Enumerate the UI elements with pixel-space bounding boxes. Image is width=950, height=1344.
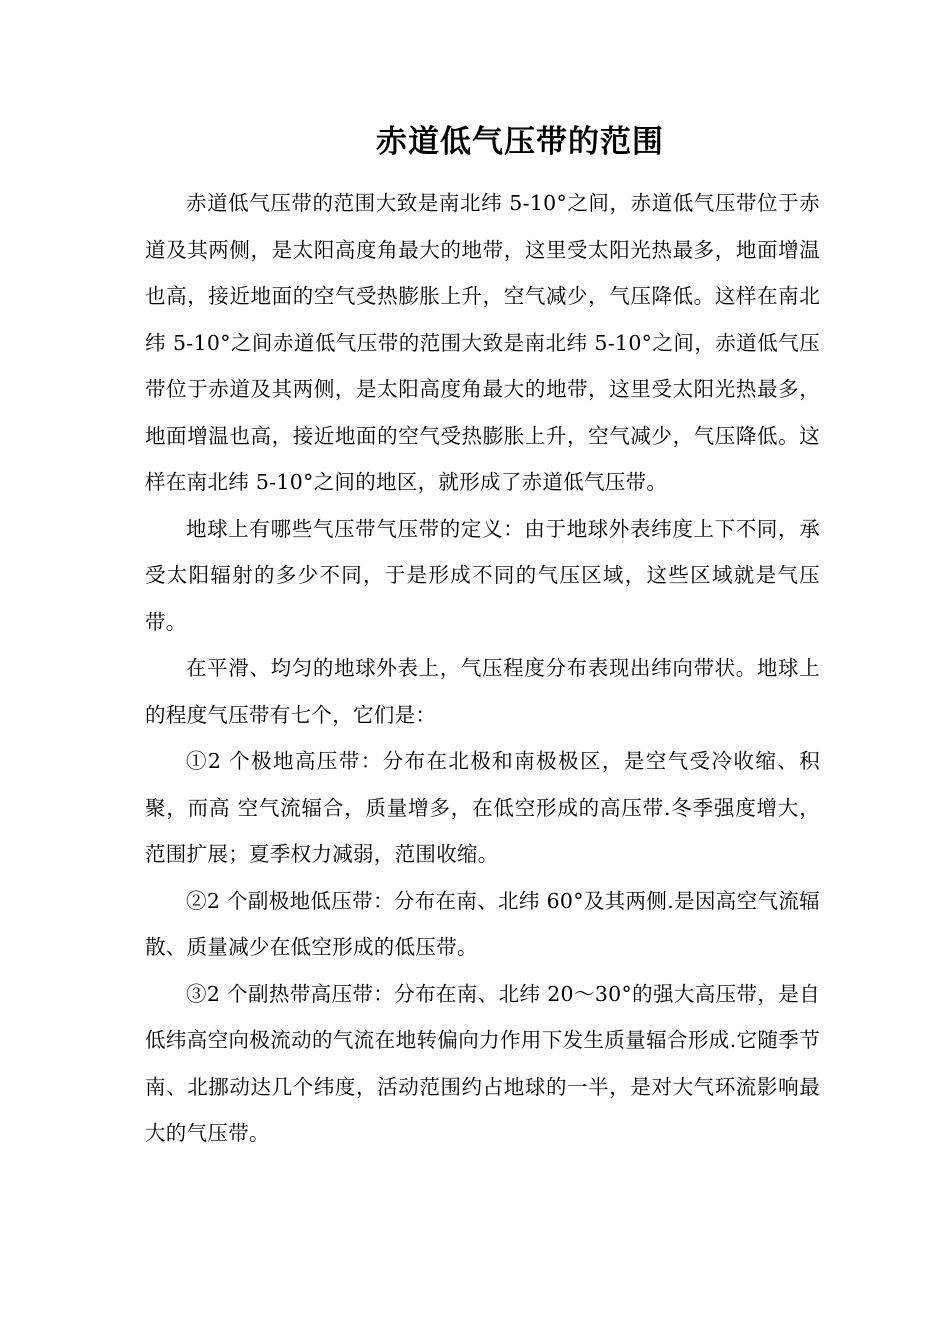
paragraph-subpolar-low: ②2 个副极地低压带：分布在南、北纬 60°及其两侧.是因高空气流辐散、质量减少在低空形成的低压带。 [145,888,820,959]
paragraph-pressure-belt-definition: 地球上有哪些气压带气压带的定义：由于地球外表纬度上下不同，承受太阳辐射的多少不同，于是形成不同的气压区域，这些区域就是气压带。 [145,516,820,634]
document-title: 赤道低气压带的范围 [376,124,664,160]
paragraph-subtropical-high: ③2 个副热带高压带：分布在南、北纬 20～30°的强大高压带，是自低纬高空向极流动的气流在地转偏向力作用下发生质量辐合形成.它随季节南、北挪动达几个纬度，活动范围约占地球的一半，是对大气环流影响最大的气压带。 [145,981,820,1145]
paragraph-polar-high: ①2 个极地高压带：分布在北极和南极极区，是空气受冷收缩、积聚，而高 空气流辐合，质量增多，在低空形成的高压带.冬季强度增大，范围扩展；夏季权力减弱，范围收缩。 [145,749,820,866]
paragraph-equatorial-low: 赤道低气压带的范围大致是南北纬 5-10°之间，赤道低气压带位于赤道及其两侧，是太阳高度角最大的地带，这里受太阳光热最多，地面增温也高，接近地面的空气受热膨胀上升，空气减少，气压降低。这样在南北纬 5-10°之间赤道低气压带的范围大致是南北纬 5-10°之间，赤道低气压带位于赤道及其两侧，是太阳高度角最大的地带，这里受太阳光热最多，地面增温也高，接近地面的空气受热膨胀上升，空气减少，气压降低。这样在南北纬 5-10°之间的地区，就形成了赤道低气压带。 [145,191,820,494]
paragraph-seven-belts: 在平滑、均匀的地球外表上，气压程度分布表现出纬向带状。地球上的程度气压带有七个，它们是： [145,656,820,727]
document-body [145,180,820,1157]
